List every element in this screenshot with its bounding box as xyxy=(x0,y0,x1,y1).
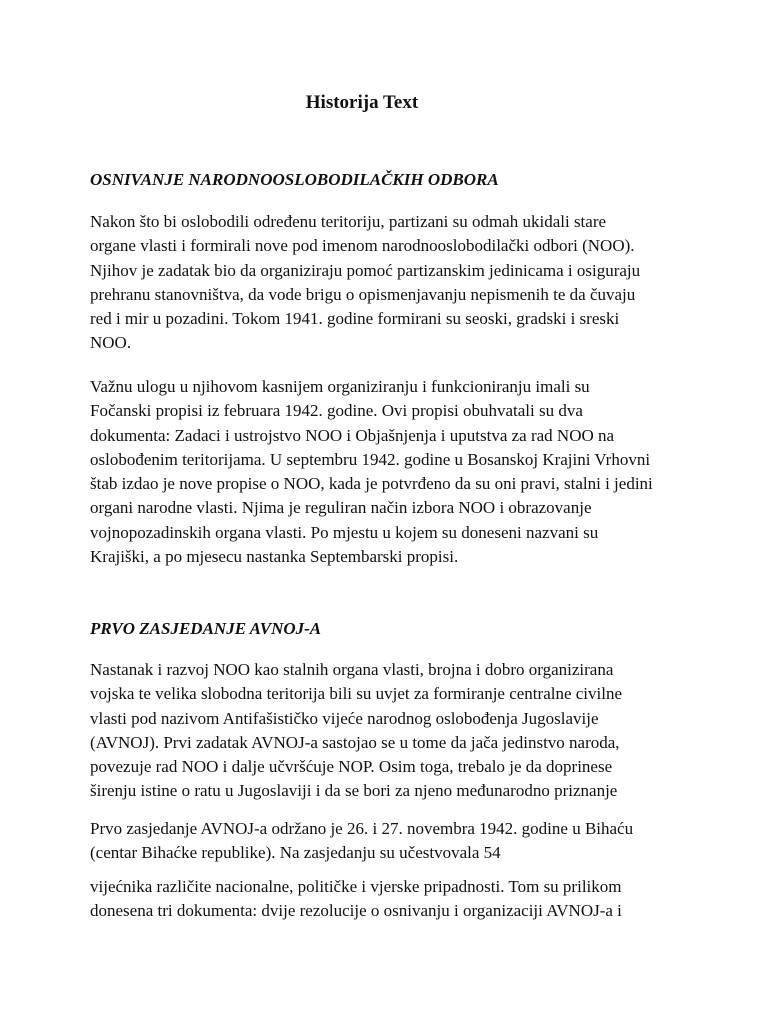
text-line: red i mir u pozadini. Tokom 1941. godine formirani su seoski, gradski i sreski xyxy=(90,309,620,329)
text-line: Fočanski propisi iz februara 1942. godine. Ovi propisi obuhvatali su dva xyxy=(90,401,583,421)
paragraph-first-session xyxy=(90,817,685,866)
text-line: oslobođenim teritorijama. U septembru 1942. godine u Bosanskoj Krajini Vrhovni xyxy=(90,449,651,469)
text-line: (AVNOJ). Prvi zadatak AVNOJ-a sastojao se u tome da jača jedinstvo naroda, xyxy=(90,732,620,752)
text-line: povezuje rad NOO i dalje učvršćuje NOP. Osim toga, trebalo je da doprinese xyxy=(90,757,613,777)
section-heading-osnivanje-noo: OSNIVANJE NARODNOOSLOBODILAČKIH ODBORA xyxy=(90,170,499,189)
paragraph-delegates xyxy=(90,875,685,924)
section-heading-prvo-zasjedanje: PRVO ZASJEDANJE AVNOJ-A xyxy=(90,619,322,638)
text-line: vlasti pod nazivom Antifašističko vijeće narodnog oslobođenja Jugoslavije xyxy=(90,708,599,728)
text-line: Važnu ulogu u njihovom kasnijem organiziranju i funkcioniranju imali su xyxy=(90,377,590,396)
text-line: Njihov je zadatak bio da organiziraju pomoć partizanskim jedinicama i osiguraju xyxy=(90,260,641,280)
paragraph-avnoj-formation xyxy=(90,658,685,804)
text-line: vojska te velika slobodna teritorija bili su uvjet za formiranje centralne civilne xyxy=(90,684,623,704)
text-line: (centar Bihaćke republike). Na zasjedanju su učestvovala 54 xyxy=(90,843,501,863)
text-line: organi narodne vlasti. Njima je reguliran način izbora NOO i obrazovanje xyxy=(90,498,592,518)
text-line: Krajiški, a po mjesecu nastanka Septembarski propisi. xyxy=(90,547,459,567)
text-line: Prvo zasjedanje AVNOJ-a održano je 26. i 27. novembra 1942. godine u Bihaću xyxy=(90,819,634,838)
text-line: vojnopozadinskih organa vlasti. Po mjestu u kojem su doneseni nazvani su xyxy=(90,522,599,542)
text-line: dokumenta: Zadaci i ustrojstvo NOO i Objašnjenja i uputstva za rad NOO na xyxy=(90,425,615,445)
text-line: Nastanak i razvoj NOO kao stalnih organa vlasti, brojna i dobro organizirana xyxy=(90,660,614,679)
text-line: Nakon što bi oslobodili određenu teritoriju, partizani su odmah ukidali stare xyxy=(90,212,607,231)
text-line: prehranu stanovništva, da vode brigu o opismenjavanju nepismenih te da čuvaju xyxy=(90,284,636,304)
text-line: štab izdao je nove propise o NOO, kada je potvrđeno da su oni pravi, stalni i jedini xyxy=(90,474,653,494)
text-line: NOO. xyxy=(90,333,132,353)
text-line: vijećnika različite nacionalne, političke i vjerske pripadnosti. Tom su prilikom xyxy=(90,877,622,896)
paragraph-focanski-propisi xyxy=(90,375,685,569)
text-line: donesena tri dokumenta: dvije rezolucije o osnivanju i organizaciji AVNOJ-a i xyxy=(90,901,622,921)
text-line: širenju istine o ratu u Jugoslaviji i da se bori za njeno međunarodno priznanje xyxy=(90,781,618,801)
text-line: organe vlasti i formirali nove pod imenom narodnooslobodilački odbori (NOO). xyxy=(90,236,635,256)
document-title: Historija Text xyxy=(305,92,419,113)
paragraph-noo-formation xyxy=(90,210,685,356)
